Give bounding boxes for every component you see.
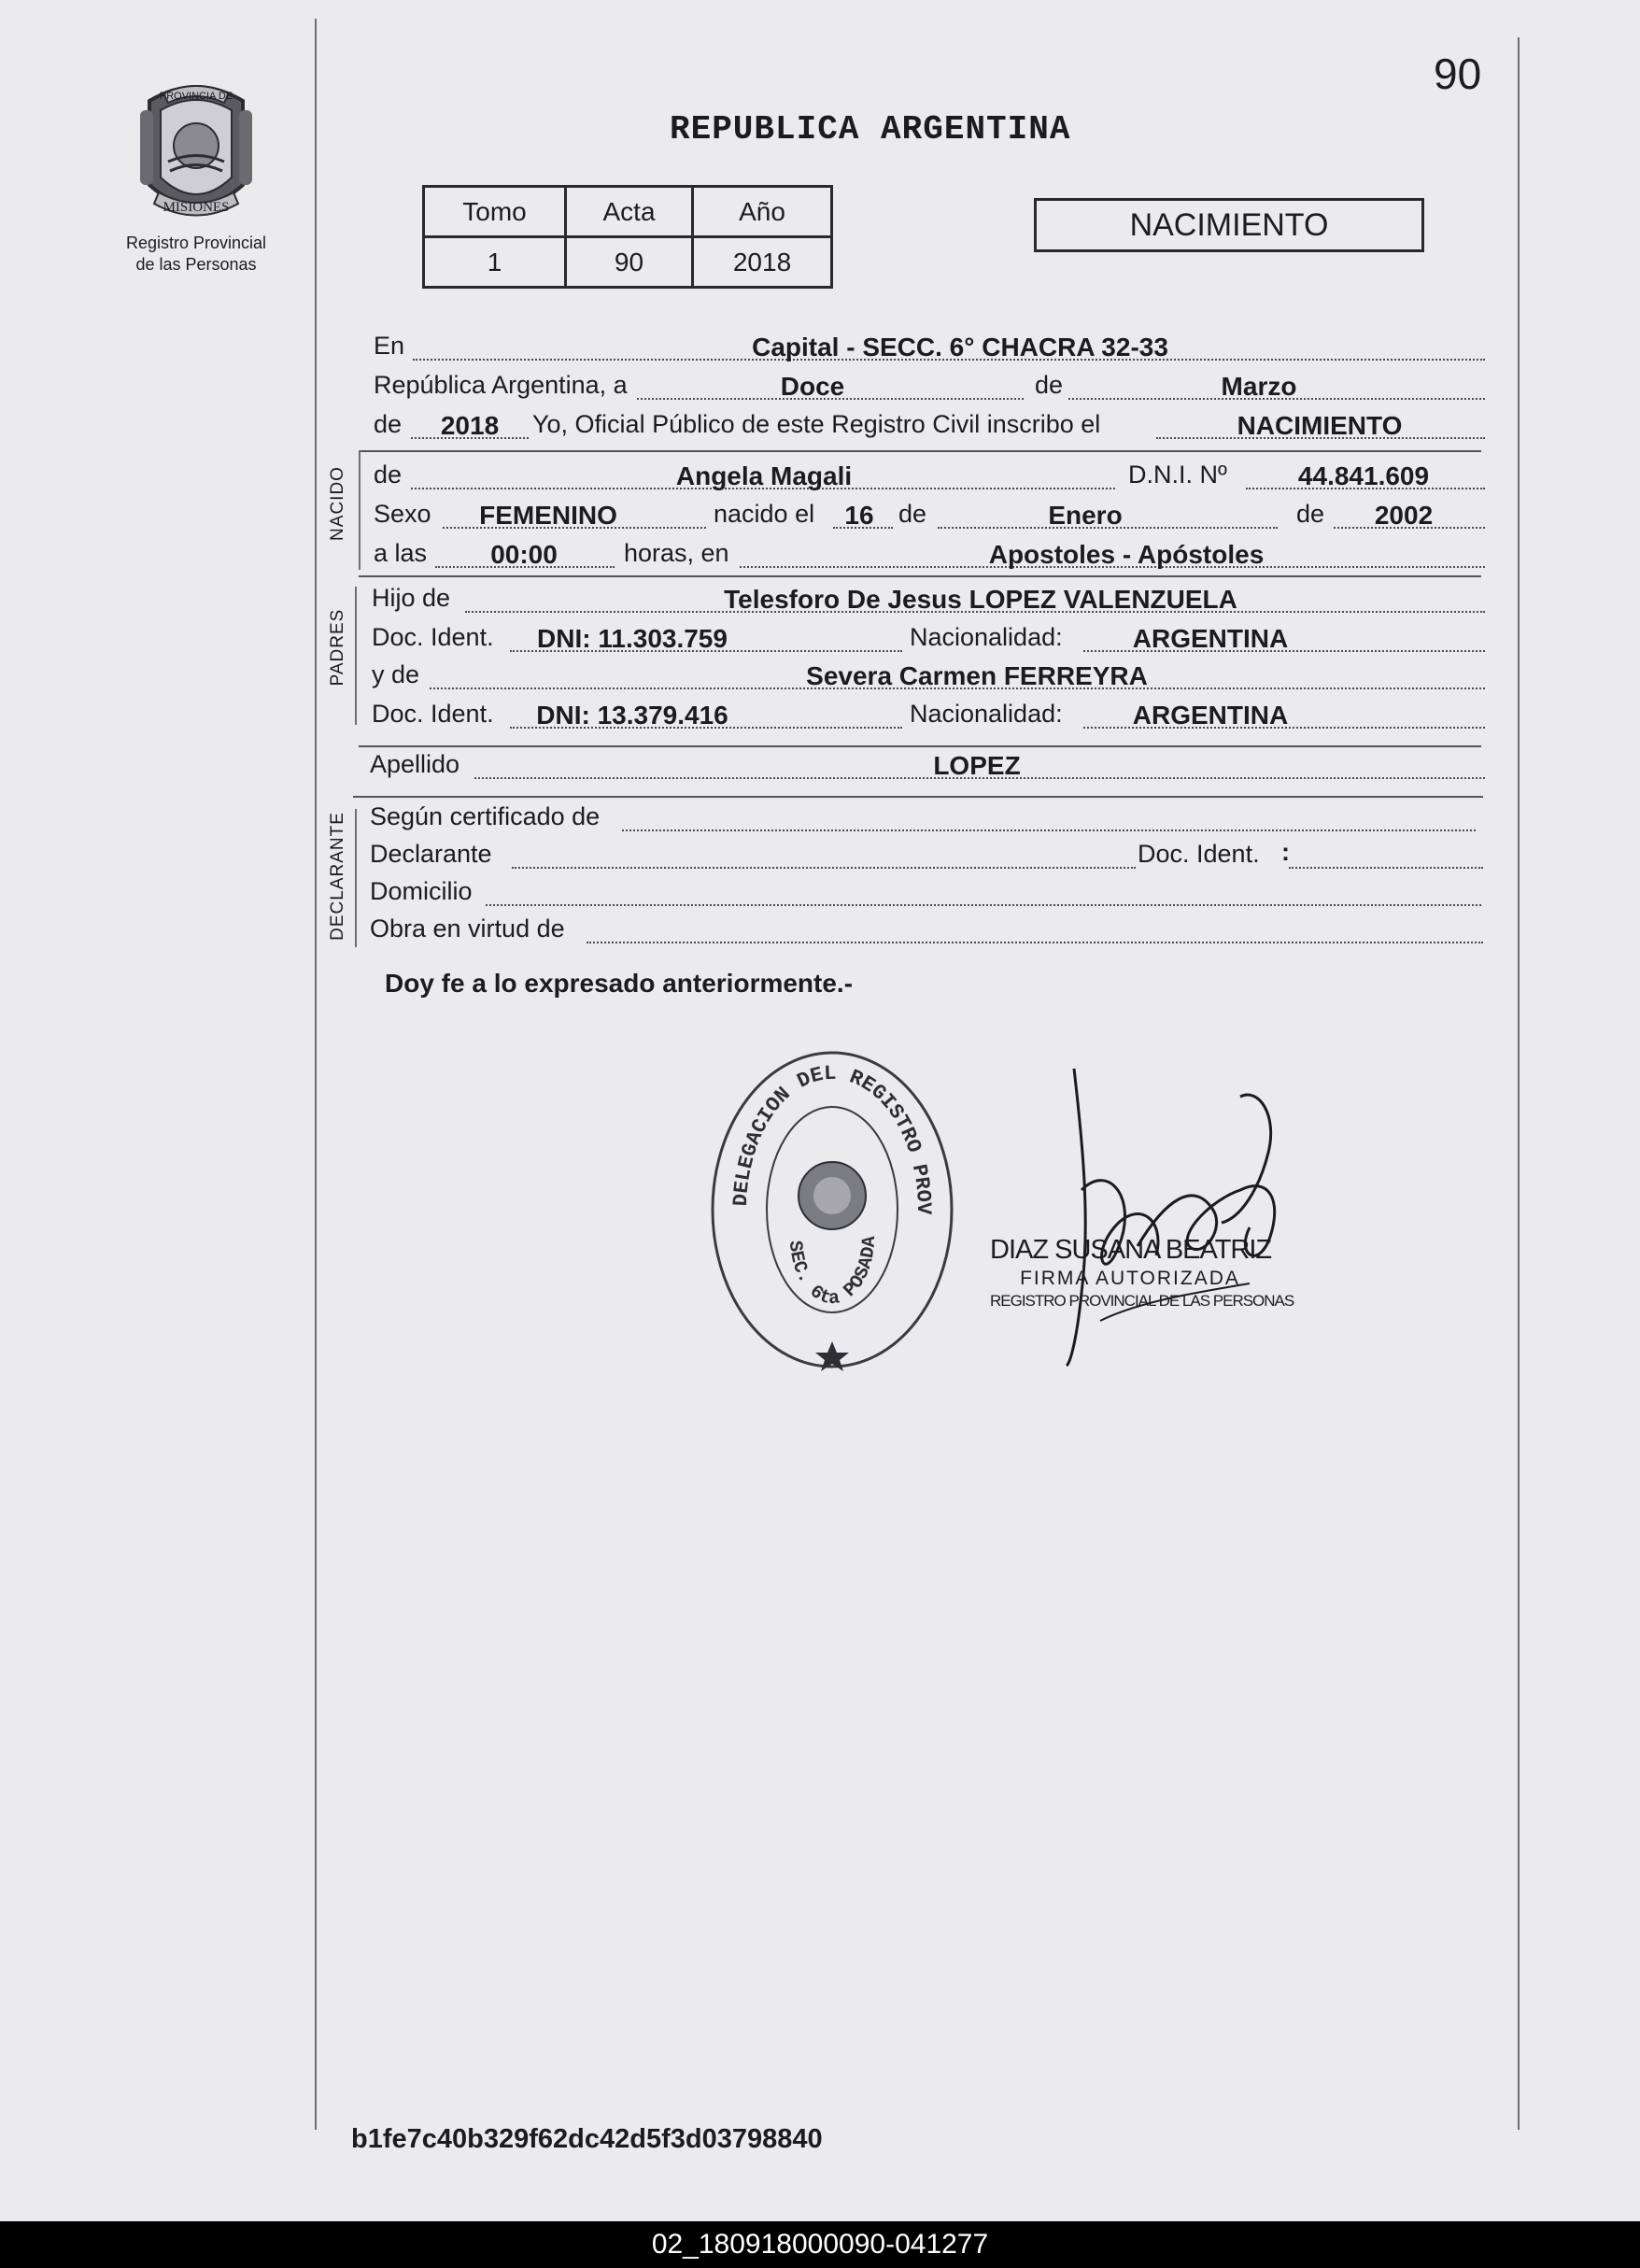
page-number: 90	[1434, 50, 1482, 98]
certificate-line	[0, 800, 1640, 841]
seal-inner-text-path: SEC. 6ta POSADA	[783, 1235, 882, 1311]
father-doc-line	[0, 620, 1640, 661]
sexo-label: Sexo	[374, 500, 431, 528]
mother-name-line	[0, 658, 1640, 699]
crest-bottom-text: MISIONES	[163, 200, 230, 215]
registration-month: Marzo	[1221, 372, 1297, 401]
file-id-footer	[0, 2221, 1640, 2268]
dotted-leader	[622, 829, 1476, 831]
seal-emblem-icon	[799, 1162, 866, 1229]
horas-en-label: horas, en	[624, 539, 729, 567]
republic-label: República Argentina, a	[374, 371, 628, 399]
signature-block	[990, 1235, 1298, 1311]
segun-certificado-label: Según certificado de	[370, 802, 601, 830]
dotted-leader	[1289, 867, 1483, 869]
handwritten-signature	[1025, 1059, 1306, 1368]
father-name: Telesforo De Jesus LOPEZ VALENZUELA	[724, 585, 1237, 614]
closing-statement: Doy fe a lo expresado anteriormente.-	[385, 969, 854, 998]
domicilio-label: Domicilio	[370, 877, 473, 905]
registration-year: 2018	[440, 411, 500, 440]
registration-day: Doce	[780, 372, 845, 401]
born-time-place-line	[0, 536, 1640, 577]
father-name-line	[0, 581, 1640, 622]
nacido-section-label: NACIDO	[328, 466, 347, 541]
section-divider	[359, 450, 1481, 452]
father-document: DNI: 11.303.759	[537, 624, 728, 653]
de-label: de	[898, 500, 927, 528]
born-sex-date-line	[0, 497, 1640, 538]
register-table-cell: 1	[424, 237, 566, 288]
authority-line	[0, 912, 1640, 953]
nacionalidad-label: Nacionalidad:	[910, 623, 1063, 651]
register-table-header: Año	[693, 187, 832, 237]
crest-top-text: PROVINCIA DE	[159, 91, 233, 102]
de-label: de	[1296, 500, 1325, 528]
doc-ident-label: Doc. Ident.	[1138, 840, 1260, 868]
declarante-label: Declarante	[370, 840, 492, 868]
nacionalidad-label: Nacionalidad:	[910, 700, 1063, 728]
mother-document: DNI: 13.379.416	[536, 701, 728, 730]
declarante-section-label: DECLARANTE	[328, 812, 347, 941]
officer-statement: Yo, Oficial Público de este Registro Civil inscribo el	[532, 410, 1101, 438]
father-nationality: ARGENTINA	[1132, 624, 1289, 653]
signatory-institution: REGISTRO PROVINCIAL DE LAS PERSONAS	[990, 1292, 1294, 1310]
de-label: de	[374, 410, 403, 438]
section-divider	[359, 575, 1481, 577]
mother-doc-line	[0, 697, 1640, 738]
dotted-leader	[587, 942, 1483, 943]
record-type-label: NACIMIENTO	[1129, 207, 1329, 243]
a-las-label: a las	[374, 539, 428, 567]
birth-day: 16	[844, 501, 874, 530]
register-table-cell: 90	[565, 237, 692, 288]
birth-registration-place: Capital - SECC. 6° CHACRA 32-33	[752, 333, 1168, 361]
doc-ident-label: Doc. Ident.	[372, 700, 494, 728]
address-line	[0, 874, 1640, 915]
dotted-leader	[486, 904, 1481, 906]
registry-name-line1: Registro Provincial	[125, 234, 267, 252]
en-label: En	[374, 332, 405, 360]
registered-record-word: NACIMIENTO	[1237, 411, 1403, 440]
signatory-role: FIRMA AUTORIZADA	[1020, 1268, 1240, 1289]
intro-officer-line	[0, 407, 1640, 448]
register-table-cell: 2018	[693, 237, 832, 288]
obra-en-virtud-label: Obra en virtud de	[370, 914, 565, 943]
register-table-header: Acta	[565, 187, 692, 237]
child-given-names: Angela Magali	[675, 461, 853, 490]
child-sex: FEMENINO	[479, 501, 617, 530]
signatory-name: DIAZ SUSANA BEATRIZ	[990, 1235, 1272, 1265]
birth-time: 00:00	[490, 540, 558, 569]
intro-place-line	[0, 329, 1640, 370]
seal-outer-text-path: DELEGACION DEL REGISTRO PROV	[728, 1061, 936, 1215]
mother-name: Severa Carmen FERREYRA	[806, 661, 1148, 690]
padres-section-label: PADRES	[328, 608, 347, 687]
official-seal-stamp	[706, 1046, 958, 1373]
declarant-line	[0, 837, 1640, 878]
file-id-label: 02_180918000090-041277	[651, 2229, 989, 2260]
child-surname: LOPEZ	[933, 751, 1021, 780]
register-table-header: Tomo	[424, 187, 566, 237]
de-label: de	[1035, 371, 1064, 399]
y-de-label: y de	[372, 660, 420, 688]
apellido-label: Apellido	[370, 750, 460, 778]
birth-year: 2002	[1374, 501, 1434, 530]
declarant-doc-value: :	[1281, 838, 1290, 866]
registry-name-line2: de las Personas	[135, 255, 257, 274]
born-name-line	[0, 458, 1640, 499]
doc-ident-label: Doc. Ident.	[372, 623, 494, 651]
section-divider	[353, 796, 1483, 798]
mother-nationality: ARGENTINA	[1132, 701, 1289, 730]
nacido-el-label: nacido el	[714, 500, 815, 528]
document-hash-code: b1fe7c40b329f62dc42d5f3d03798840	[351, 2124, 823, 2154]
dotted-leader	[512, 867, 1136, 869]
surname-line	[0, 747, 1640, 788]
document-title: REPUBLICA ARGENTINA	[670, 110, 1071, 149]
intro-date-line	[0, 368, 1640, 409]
birth-place: Apostoles - Apóstoles	[988, 540, 1265, 569]
hijo-de-label: Hijo de	[372, 584, 451, 612]
form-body	[0, 0, 1640, 1028]
dni-label: D.N.I. Nº	[1128, 461, 1227, 489]
birth-month: Enero	[1048, 501, 1123, 530]
de-label: de	[374, 461, 403, 489]
child-dni-number: 44.841.609	[1297, 461, 1430, 490]
